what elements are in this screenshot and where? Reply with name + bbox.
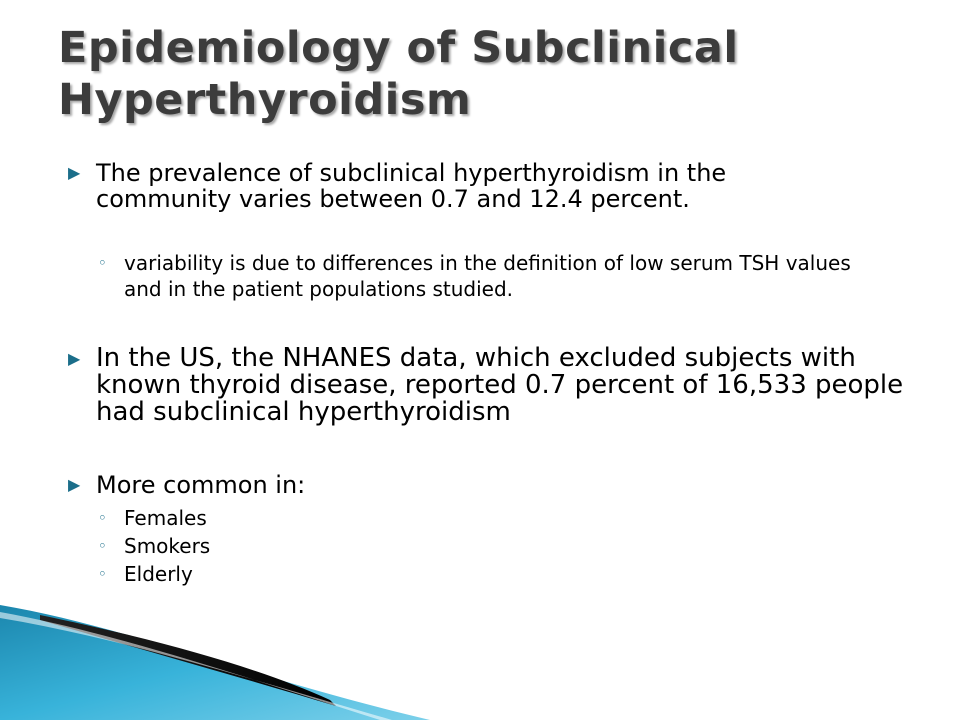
bullet-text: In the US, the NHANES data, which excluded subjects with known thyroid disease, reported 0.7 percent of 16,533 people had subclinical hyperthyroidism bbox=[96, 343, 904, 427]
sub-bullet-text: Females bbox=[124, 506, 207, 530]
bullet-text: More common in: bbox=[96, 471, 306, 499]
slide-title: Epidemiology of Subclinical Hyperthyroidism bbox=[58, 23, 739, 125]
circle-bullet-icon: ◦ bbox=[98, 565, 107, 583]
circle-bullet-icon: ◦ bbox=[98, 254, 107, 272]
arrow-bullet-icon: ▶ bbox=[68, 349, 81, 368]
arrow-bullet-icon: ▶ bbox=[68, 163, 81, 182]
sub-bullet-text: Elderly bbox=[124, 562, 193, 586]
arrow-bullet-icon: ▶ bbox=[68, 475, 81, 494]
circle-bullet-icon: ◦ bbox=[98, 537, 107, 555]
sub-bullet-text: variability is due to differences in the definition of low serum TSH values and in the patient populations studied. bbox=[124, 251, 851, 301]
sub-bullet-text: Smokers bbox=[124, 534, 211, 558]
circle-bullet-icon: ◦ bbox=[98, 509, 107, 527]
bullet-text: The prevalence of subclinical hyperthyroidism in the community varies between 0.7 and 12.4 percent. bbox=[96, 159, 727, 213]
